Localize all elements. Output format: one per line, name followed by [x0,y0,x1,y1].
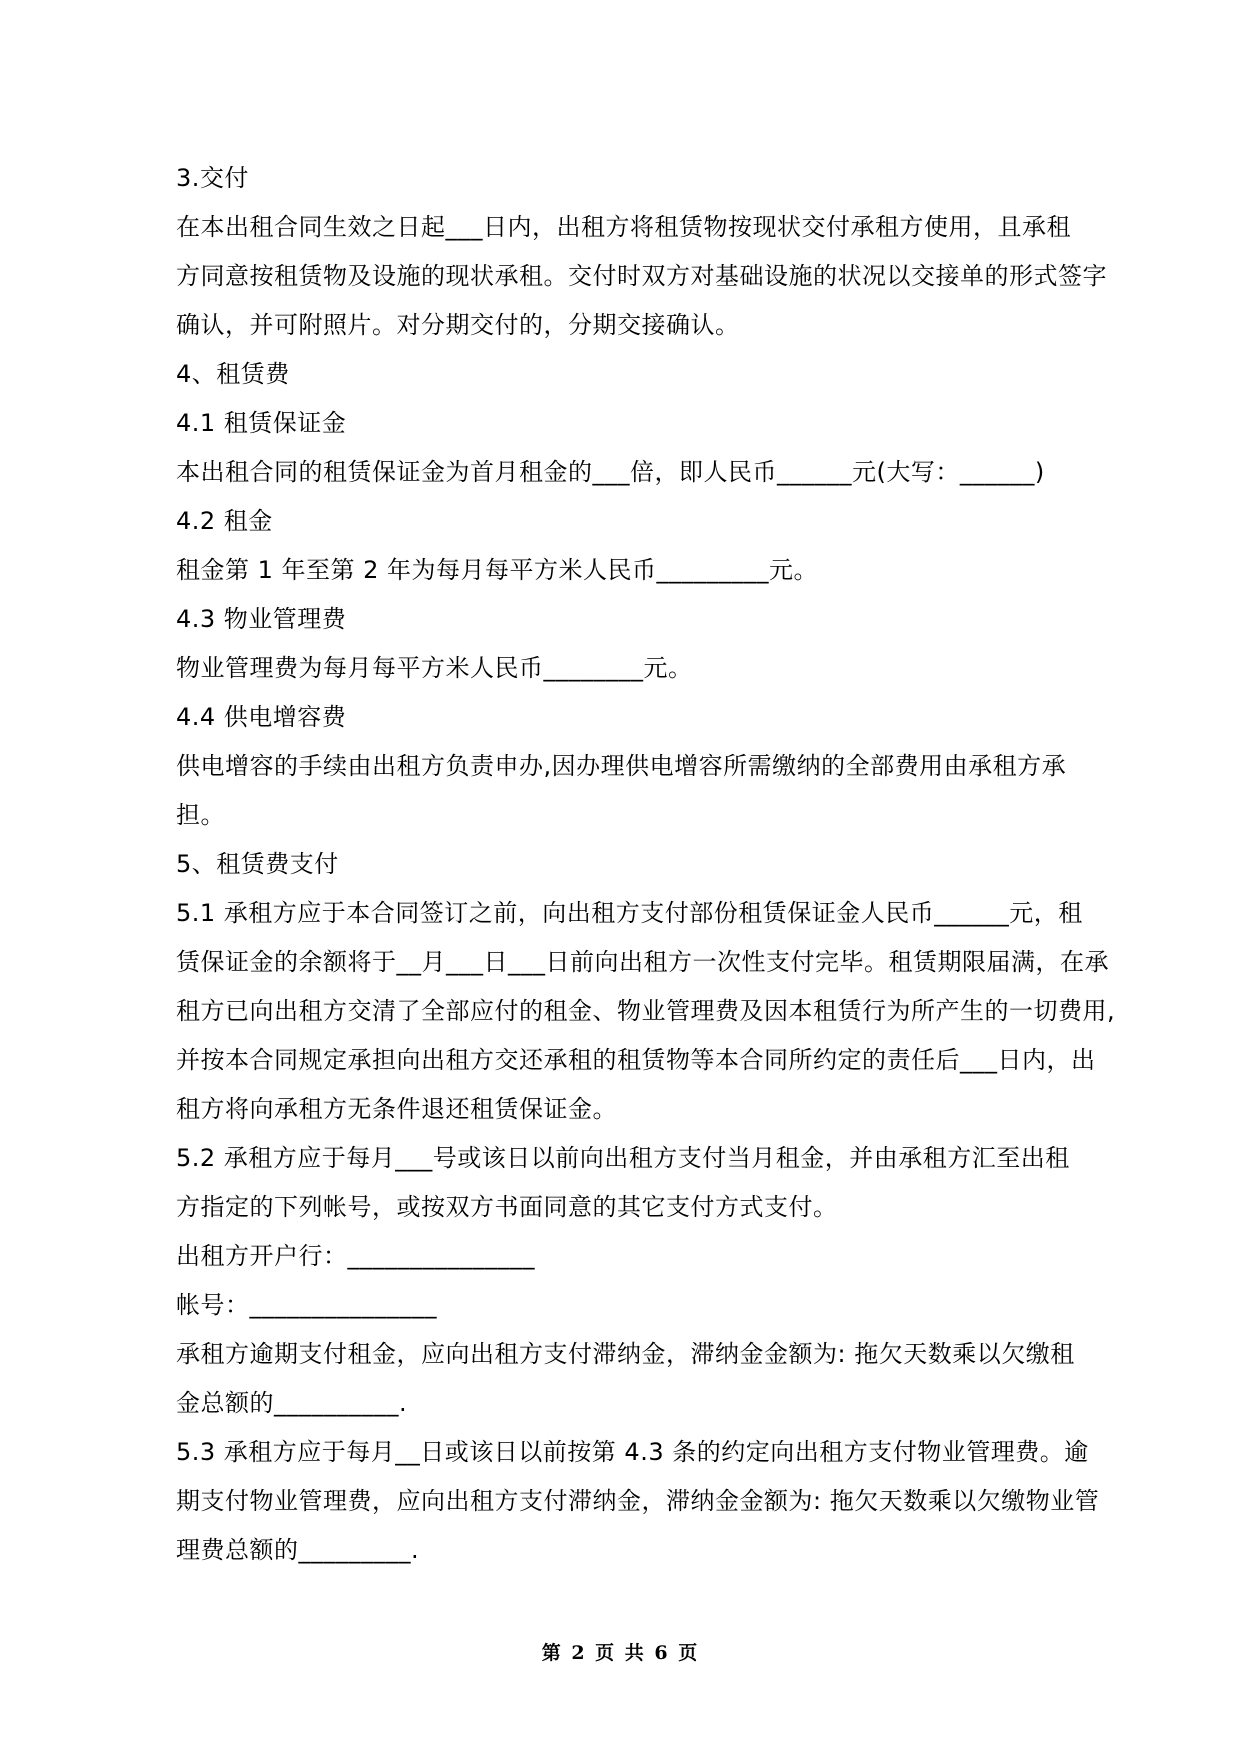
paragraph-line: 5.3 承租方应于每月__日或该日以前按第 4.3 条的约定向出租方支付物业管理费。逾 [176,1438,1089,1466]
paragraph-line: 理费总额的_________. [176,1536,420,1564]
paragraph-line: 供电增容的手续由出租方负责申办,因办理供电增容所需缴纳的全部费用由承租方承 [176,752,1067,780]
subsection-heading-power-fee: 4.4 供电增容费 [176,703,347,731]
subsection-heading-rent: 4.2 租金 [176,507,273,535]
paragraph-line: 5.2 承租方应于每月___号或该日以前向出租方支付当月租金，并由承租方汇至出租 [176,1144,1070,1172]
paragraph-line: 方同意按租赁物及设施的现状承租。交付时双方对基础设施的状况以交接单的形式签字 [176,262,1107,290]
paragraph-line: 金总额的__________. [176,1389,408,1417]
paragraph-line: 期支付物业管理费，应向出租方支付滞纳金，滞纳金金额为: 拖欠天数乘以欠缴物业管 [176,1487,1100,1515]
paragraph-line: 并按本合同规定承担向出租方交还承租的租赁物等本合同所约定的责任后___日内，出 [176,1046,1096,1074]
paragraph-line: 物业管理费为每月每平方米人民币________元。 [176,654,693,682]
document-body [176,154,1116,1575]
section-heading-delivery: 3.交付 [176,164,249,192]
paragraph-line: 确认，并可附照片。对分期交付的，分期交接确认。 [176,311,740,339]
paragraph-line: 承租方逾期支付租金，应向出租方支付滞纳金，滞纳金金额为: 拖欠天数乘以欠缴租 [176,1340,1075,1368]
paragraph-line: 方指定的下列帐号，或按双方书面同意的其它支付方式支付。 [176,1193,838,1221]
paragraph-line: 5.1 承租方应于本合同签订之前，向出租方支付部份租赁保证金人民币______元，租 [176,899,1083,927]
paragraph-line: 租方将向承租方无条件退还租赁保证金。 [176,1095,617,1123]
section-heading-rent-fees: 4、租赁费 [176,360,290,388]
paragraph-line: 租金第 1 年至第 2 年为每月每平方米人民币_________元。 [176,556,819,584]
paragraph-line: 赁保证金的余额将于__月___日___日前向出租方一次性支付完毕。租赁期限届满，在承 [176,948,1109,976]
subsection-heading-property-fee: 4.3 物业管理费 [176,605,347,633]
paragraph-line: 本出租合同的租赁保证金为首月租金的___倍，即人民币______元(大写：______) [176,458,1045,486]
paragraph-line: 在本出租合同生效之日起___日内，出租方将租赁物按现状交付承租方使用，且承租 [176,213,1071,241]
account-field-line: 帐号：_______________ [176,1291,437,1319]
subsection-heading-deposit: 4.1 租赁保证金 [176,409,347,437]
paragraph-line: 租方已向出租方交清了全部应付的租金、物业管理费及因本租赁行为所产生的一切费用, [176,997,1116,1025]
section-heading-payment: 5、租赁费支付 [176,850,339,878]
paragraph-line: 担。 [176,801,225,829]
bank-field-line: 出租方开户行：_______________ [176,1242,535,1270]
page-number-footer: 第 2 页 共 6 页 [541,1642,700,1664]
